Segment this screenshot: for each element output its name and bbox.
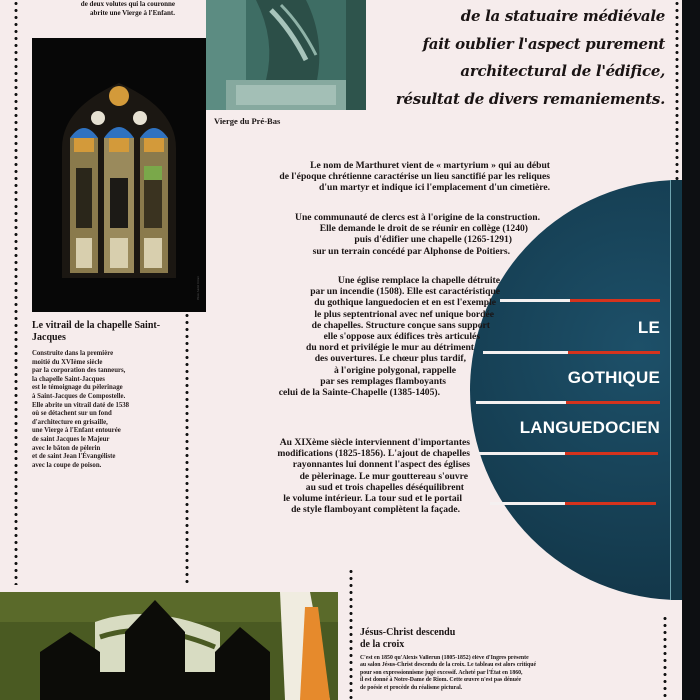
main-text-p4 [220, 437, 470, 515]
text-line: une Vierge à l'Enfant entourée [32, 427, 121, 435]
text-line: le plus septentrional avec nef unique bordée [314, 308, 494, 320]
text-line: moitié du XVIème siècle [32, 358, 103, 366]
text-line: il est donné à Notre-Dame de Riom. Cette œuvre n'est pas dénuée [360, 677, 522, 684]
banner-rule-4 [478, 452, 658, 455]
text-line: Construite dans la première [32, 350, 114, 357]
jesus-text [360, 655, 660, 700]
text-line: à l'origine polygonal, rappelle [333, 364, 456, 376]
text-line: de style flamboyant complètent la façade. [291, 504, 460, 516]
text-line: d'architecture en grisaille, [32, 418, 108, 426]
text-line: de chapelles. Structure conçue sans support [311, 319, 490, 331]
text-line: est le témoignage du pèlerinage [32, 384, 123, 392]
text-line: avec la coupe de poison. [32, 461, 102, 469]
dotted-border-left [14, 0, 18, 585]
text-line: où se détachent sur un fond [32, 410, 112, 418]
virgin-statue-image [206, 0, 366, 110]
text-line: modifications (1825-1856). L'ajout de chapelles [277, 448, 470, 460]
main-text-p2 [200, 212, 540, 257]
caption-line: abrite une Vierge à l'Enfant. [90, 9, 175, 17]
vitrail-text [32, 350, 182, 470]
text-line: de l'époque chrétienne caractérise un lieu sanctifié par les reliques [279, 171, 550, 183]
text-line: celui de la Sainte-Chapelle (1385-1405). [278, 387, 440, 399]
dotted-border-right [675, 0, 679, 180]
jesus-title [360, 627, 455, 651]
vitrail-title: Le vitrail de la chapelle Saint-Jacques [32, 320, 161, 343]
text-line: à Saint-Jacques de Compostelle. [32, 392, 126, 400]
organ-image [0, 592, 338, 700]
text-line: puis d'édifier une chapelle (1265-1291) [354, 234, 512, 246]
window-photo-credit: Photo André Vernet [196, 276, 200, 300]
quote-line: de la statuaire médiévale [460, 7, 665, 25]
quote-line: résultat de divers remaniements. [395, 89, 665, 108]
text-line: Au XIXème siècle interviennent d'importantes [279, 437, 470, 448]
dotted-border-bottom-right [663, 615, 667, 700]
right-dark-edge [682, 0, 700, 700]
text-line: au salon Jésus-Christ descendu de la croix. Le tableau est alors critiqué [360, 662, 537, 669]
main-text-p3 [220, 275, 500, 398]
main-text-p1 [200, 160, 550, 194]
banner-rule-2 [483, 351, 660, 354]
banner-rule-3 [476, 401, 660, 404]
text-line: du nord et privilégie le mur au détriment [306, 342, 474, 354]
stained-glass-photo [32, 38, 206, 312]
banner-title-gothique: GOTHIQUE [567, 368, 660, 387]
text-line: sur un terrain concédé par Alphonse de Poitiers. [312, 245, 510, 257]
text-line: du gothique languedocien et en est l'exemple [314, 297, 496, 309]
text-line: rayonnantes lui donnent l'aspect des églises [292, 459, 470, 471]
statue-photo [206, 0, 366, 110]
text-line: la chapelle Saint-Jacques [32, 375, 105, 383]
banner-rule-5 [490, 502, 656, 505]
banner-title-le: LE [637, 318, 660, 337]
text-line: avec le bâton de pèlerin [32, 444, 101, 452]
caption-line: de deux volutes qui la couronne [80, 0, 175, 8]
text-line: d'un martyr et indique ici l'emplacement d'un cimetière. [319, 182, 550, 194]
quote-line: architectural de l'édifice, [460, 62, 665, 80]
text-line: de poésie et procède du réalisme pictural. [360, 684, 463, 691]
title-line: Jésus-Christ descendu [360, 627, 456, 638]
text-line: de pèlerinage. Le mur gouttereau s'ouvre [299, 470, 468, 482]
text-line: Une église remplace la chapelle détruite [337, 275, 500, 286]
banner-rule-1 [500, 299, 660, 302]
organ-photo [0, 592, 338, 700]
text-line: de saint Jacques le Majeur [32, 435, 110, 443]
intro-quote [380, 3, 665, 113]
text-line: et de saint Jean l'Évangéliste [32, 453, 116, 461]
title-line: de la croix [360, 639, 405, 650]
top-left-caption [30, 0, 175, 18]
statue-caption: Vierge du Pré-Bas [214, 116, 281, 126]
quote-line: fait oublier l'aspect purement [422, 34, 665, 53]
text-line: par la corporation des tanneurs, [32, 367, 126, 375]
text-line: Le nom de Marthuret vient de « martyrium » qui au début [310, 160, 550, 171]
dotted-border-bottom-left [349, 568, 353, 700]
text-line: elle s'oppose aux édifices très articulés [323, 331, 480, 343]
text-line: par un incendie (1508). Elle est caractéristique [310, 286, 500, 298]
text-line: le volume intérieur. La tour sud et le portail [283, 493, 462, 505]
text-line: au sud et trois chapelles déséquilibrent [305, 481, 464, 493]
dotted-border-left-column [185, 312, 189, 587]
text-line: des ouvertures. Le chœur plus tardif, [314, 353, 466, 365]
text-line: Elle abrite un vitrail daté de 1538 [32, 401, 130, 409]
text-line: par ses remplages flamboyants [320, 375, 446, 387]
text-line: Elle demande le droit de se réunir en collège (1240) [319, 223, 528, 235]
text-line: Une communauté de clercs est à l'origine de la construction. [295, 212, 540, 223]
text-line: pour son expressionnisme jugé excessif. Acheté par l'État en 1860, [360, 669, 523, 676]
banner-title-languedocien: LANGUEDOCIEN [519, 418, 660, 437]
text-line: C'est en 1850 qu'Alexis Vallerun (1805-1852) élève d'Ingres présente [360, 655, 529, 661]
stained-glass-window-image [32, 38, 206, 312]
